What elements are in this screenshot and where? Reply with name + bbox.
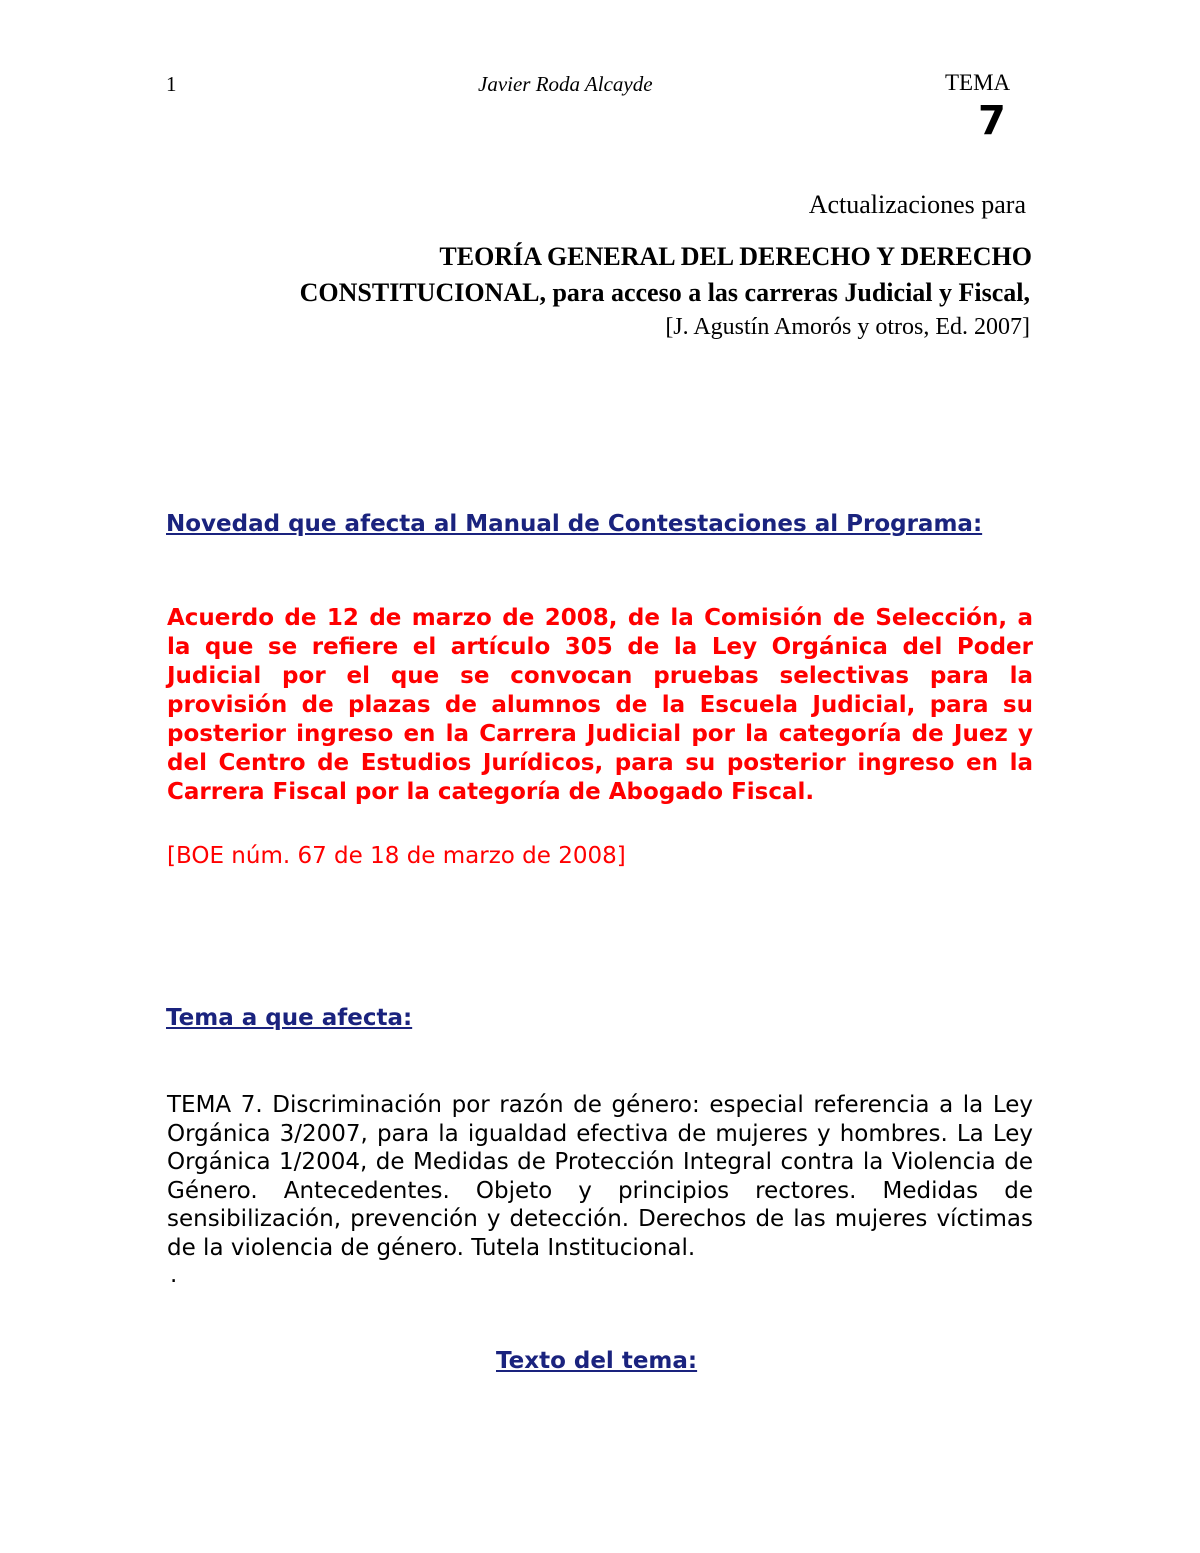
tema-description: TEMA 7. Discriminación por razón de género: especial referencia a la Ley Orgánica 3/2007, para la igualdad efectiva de mujeres y hombres. La Ley Orgánica 1/2004, de Medidas de Protección Integral contra la Violencia de Género. Antecedentes. Objeto y principios rectores. Medidas de sensibilización, prevención y detección. Derechos de las mujeres víctimas de la violencia de género. Tutela Institucional. bbox=[167, 1092, 1033, 1261]
texto-heading: Texto del tema: bbox=[496, 1348, 698, 1374]
tema-afecta-heading: Tema a que afecta: bbox=[166, 1005, 413, 1031]
book-title-line-1: TEORÍA GENERAL DEL DERECHO Y DERECHO bbox=[439, 242, 1032, 271]
tema-label: TEMA bbox=[945, 70, 1011, 95]
book-reference: [J. Agustín Amorós y otros, Ed. 2007] bbox=[665, 314, 1030, 340]
cover-subtitle: Actualizaciones para bbox=[808, 190, 1026, 219]
acuerdo-paragraph: Acuerdo de 12 de marzo de 2008, de la Comisión de Selección, a la que se refiere el artículo 305 de la Ley Orgánica del Poder Judicial por el que se convocan pruebas selectivas para la provisión de plazas de alumnos de la Escuela Judicial, para su posterior ingreso en la Carrera Judicial por la categoría de Juez y del Centro de Estudios Jurídicos, para su posterior ingreso en la Carrera Fiscal por la categoría de Abogado Fiscal. bbox=[167, 605, 1033, 805]
tema-number: 7 bbox=[978, 98, 1006, 144]
author-name: Javier Roda Alcayde bbox=[478, 72, 653, 96]
trailing-dot: . bbox=[170, 1262, 178, 1288]
book-title-line-2: CONSTITUCIONAL, para acceso a las carreras Judicial y Fiscal, bbox=[299, 278, 1030, 307]
novedad-heading: Novedad que afecta al Manual de Contestaciones al Programa: bbox=[166, 511, 983, 537]
page-number: 1 bbox=[166, 72, 177, 96]
boe-reference: [BOE núm. 67 de 18 de marzo de 2008] bbox=[167, 843, 626, 869]
